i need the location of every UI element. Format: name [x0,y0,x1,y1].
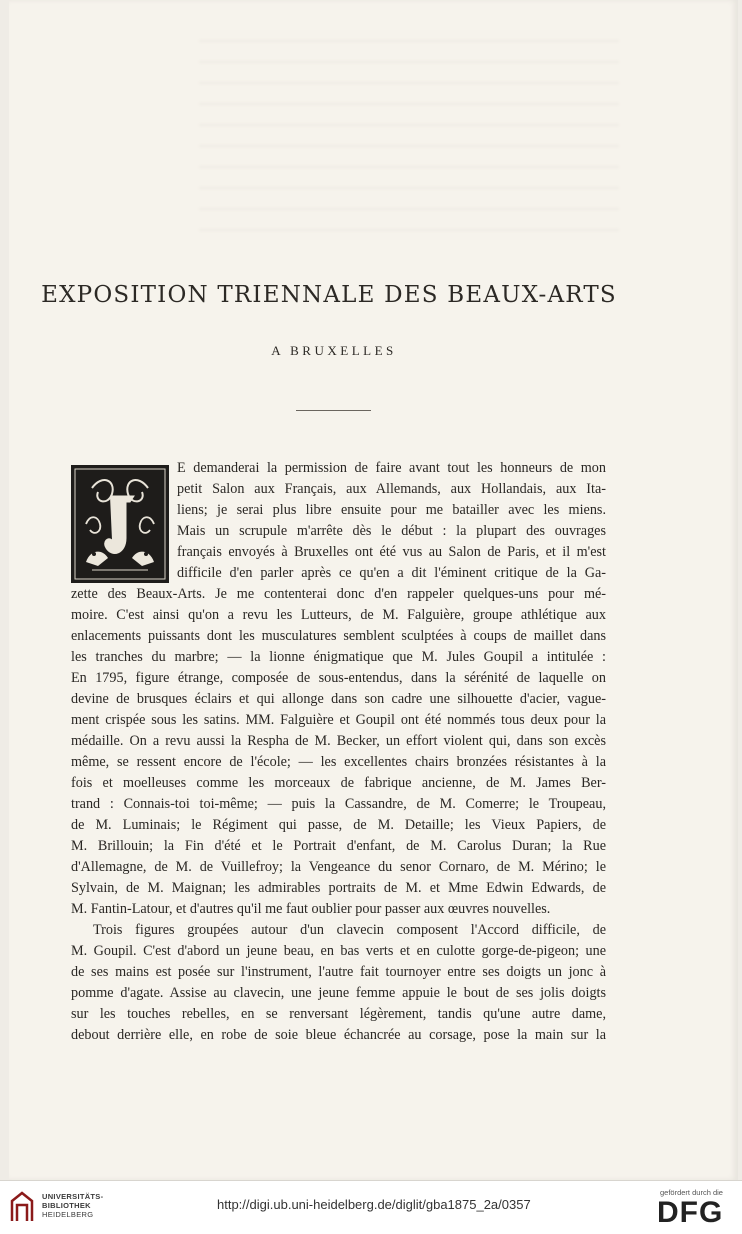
show-through-text [199,40,619,240]
text-line: même, se ressent encore de l'école; — les excellentes chairs bronzées résistantes à la [71,754,606,770]
text-line: petit Salon aux Français, aux Allemands, aux Hollandais, aux Ita- [177,481,606,497]
university-name-line: UNIVERSITÄTS- [42,1192,104,1201]
text-line: En 1795, figure étrange, composée de sous-entendus, dans la sérénité de laquelle on [71,670,606,686]
text-line: médaille. On a revu aussi la Respha de M. Becker, un effort violent qui, dans son excès [71,733,606,749]
text-line: ment crispée sous les satins. MM. Falguière et Goupil ont été nommés tous deux pour la [71,712,606,728]
viewer-footer [0,1180,742,1234]
text-line: de M. Luminais; le Régiment qui passe, de M. Detaille; les Vieux Papiers, de [71,817,606,833]
text-line: liens; je serai plus libre ensuite pour me batailler avec les miens. [177,502,606,518]
text-line: Mais un scrupule m'arrête dès le début : la plupart des ouvrages [177,523,606,539]
text-line: pomme d'agate. Assise au clavecin, une jeune femme appuie le bout de ses jolis doigts [71,985,606,1001]
text-line: Sylvain, de M. Maignan; les admirables portraits de M. et Mme Edwin Edwards, de [71,880,606,896]
university-name-line: HEIDELBERG [42,1210,94,1219]
text-line: difficile d'en parler après ce qu'en a dit l'éminent critique de la Ga- [177,565,606,581]
article-title: EXPOSITION TRIENNALE DES BEAUX-ARTS [41,282,617,308]
text-line: d'Allemagne, de M. de Vuillefroy; la Vengeance du senor Cornaro, de M. Mérino; le [71,859,606,875]
text-line: debout derrière elle, en robe de soie bleue échancrée au corsage, pose la main sur la [71,1027,606,1043]
dfg-logo[interactable]: DFG [657,1196,724,1229]
university-name [42,1192,103,1219]
title-divider [296,410,371,411]
text-line: devine de brusques éclairs et qui allonge dans son cadre une silhouette d'acier, vague- [71,691,606,707]
text-line: trand : Connais-toi toi-même; — puis la Cassandre, de M. Comerre; le Troupeau, [71,796,606,812]
university-logo-icon[interactable] [8,1191,36,1223]
text-line: Trois figures groupées autour d'un clavecin composent l'Accord difficile, de [93,922,606,938]
university-name-line: BIBLIOTHEK [42,1201,91,1210]
text-line: français envoyés à Bruxelles ont été vus au Salon de Paris, et il m'est [177,544,606,560]
text-line: moire. C'est ainsi qu'on a revu les Lutteurs, de M. Falguière, groupe athlétique aux [71,607,606,623]
text-line: les tranches du marbre; — la lionne énigmatique que M. Jules Goupil a intitulée : [71,649,606,665]
text-line: sur les touches rebelles, en se renversant légèrement, tandis qu'une autre dame, [71,1006,606,1022]
article-subtitle: A BRUXELLES [271,343,397,358]
text-line: fois et moelleuses comme les morceaux de fabrique ancienne, de M. James Ber- [71,775,606,791]
text-line: M. Fantin-Latour, et d'autres qu'il me faut oublier pour passer aux œuvres nouvelles. [71,901,551,917]
text-line: M. Brillouin; la Fin d'été et le Portrait d'enfant, de M. Carolus Duran; la Rue [71,838,606,854]
permalink[interactable]: http://digi.ub.uni-heidelberg.de/diglit/gba1875_2a/0357 [217,1197,531,1212]
article-body [71,458,606,1046]
text-line: enlacements puissants dont les musculatures semblent sculptées à coups de maillet dans [71,628,606,644]
funding-caption: gefördert durch die [660,1188,723,1197]
text-line: zette des Beaux-Arts. Je me contenterai donc d'en rappeler quelques-uns pour mé- [71,586,606,602]
text-line: de ses mains est posée sur l'instrument, l'autre fait tournoyer entre ses doigts un jonc à [71,964,606,980]
text-line: E demanderai la permission de faire avant tout les honneurs de mon [177,460,606,476]
text-line: M. Goupil. C'est d'abord un jeune beau, en bas verts et en culotte gorge-de-pigeon; une [71,943,606,959]
scanned-page [9,0,738,1180]
